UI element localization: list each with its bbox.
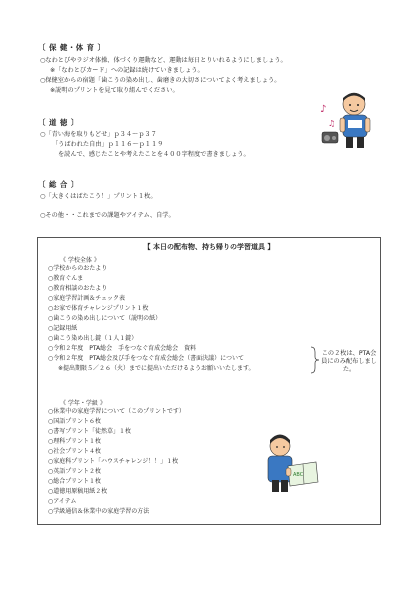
svg-text:ABC: ABC	[293, 472, 304, 478]
general-line-2: ○その他・・これまでの課題やアイテム、自学。	[40, 212, 175, 219]
section-title-general: 〔 総 合 〕	[38, 180, 79, 189]
music-note-icon: ♪	[320, 104, 327, 115]
list-item: ○お家で体育チャレンジプリント１枚	[48, 305, 149, 312]
list-item-note: ※提出期限５／２６（火）までに提出いただけるようお願いいたします。	[58, 365, 255, 372]
music-note-icon: ♫	[328, 119, 336, 128]
list-item: ○家庭学習計画＆チェック表	[48, 295, 126, 302]
list-item: ○道徳用原稿用紙２枚	[48, 488, 108, 495]
health-line-1: ○なわとびやラジオ体操、体づくり運動など、運動は毎日とりいれるようにしましょう。	[40, 57, 287, 64]
health-line-2: ※「なわとびカード」への記録は続けていきましょう。	[50, 67, 204, 74]
list-item: ○理科プリント１枚	[48, 438, 101, 445]
moral-line-2: 「うばわれた自由」ｐ１１６～ｐ１１９	[52, 141, 164, 148]
list-item: ○休業中の家庭学習について（このプリントです）	[48, 408, 185, 415]
list-item: ○社会プリント４枚	[48, 448, 101, 455]
boy-with-radio-illustration	[318, 90, 378, 156]
list-item: ○学校からのおたより	[48, 265, 108, 272]
list-item: ○家庭科プリント「ハウスチャレンジ！！」１枚	[48, 458, 179, 465]
list-item: ○記録用紙	[48, 325, 78, 332]
list-item: ○英語プリント２枚	[48, 468, 101, 475]
moral-line-1: ○「青い海を取りもどせ」ｐ３４～ｐ３７	[40, 131, 157, 138]
pta-note: この２枚は、PTA会員にのみ配布しました。	[321, 350, 377, 373]
list-item: ○学級通信＆休業中の家庭学習の方法	[48, 508, 150, 515]
student-reading-illustration	[260, 432, 320, 502]
moral-line-3: を読んで、感じたことや考えたことを４００字程度で書きましょう。	[58, 151, 250, 158]
school-section-head: 《 学校全体 》	[60, 257, 100, 264]
list-item: ○国語プリント６枚	[48, 418, 101, 425]
grade-section-head: 《 学年・学級 》	[60, 400, 106, 407]
distribution-box	[37, 237, 381, 525]
health-line-3: ○保健室からの宿題「歯こうの染め出し、歯磨きの大切さについてよく考えましょう。	[40, 77, 281, 84]
list-item: ○教育ぐんま	[48, 275, 84, 282]
list-item: ○書写プリント「徒然草」１枚	[48, 428, 131, 435]
list-item: ○総合プリント１枚	[48, 478, 101, 485]
section-title-moral: 〔 道 徳 〕	[38, 118, 79, 127]
list-item: ○令和２年度 PTA総会 手をつなぐ育成会総会 資料	[48, 345, 197, 352]
list-item: ○歯こうの染め出しについて（説明の紙）	[48, 315, 162, 322]
list-item: ○歯こう染め出し錠（１人１錠）	[48, 335, 138, 342]
distribution-box-title: 【 本日の配布物、持ち帰りの学習道具 】	[143, 243, 275, 251]
section-title-health: 〔 保 健・体 育 〕	[38, 43, 106, 52]
list-item: ○令和２年度 PTA総会及び手をつなぐ育成会総会（書面決議）について	[48, 355, 245, 362]
general-line-1: ○「大きくはばたこう！」プリント１枚。	[40, 193, 157, 200]
health-line-4: ※説明のプリントを見て取り組んでください。	[50, 87, 179, 94]
list-item: ○教育相談のおたより	[48, 285, 108, 292]
list-item: ○アイテム	[48, 498, 77, 505]
brace-icon	[310, 346, 320, 374]
